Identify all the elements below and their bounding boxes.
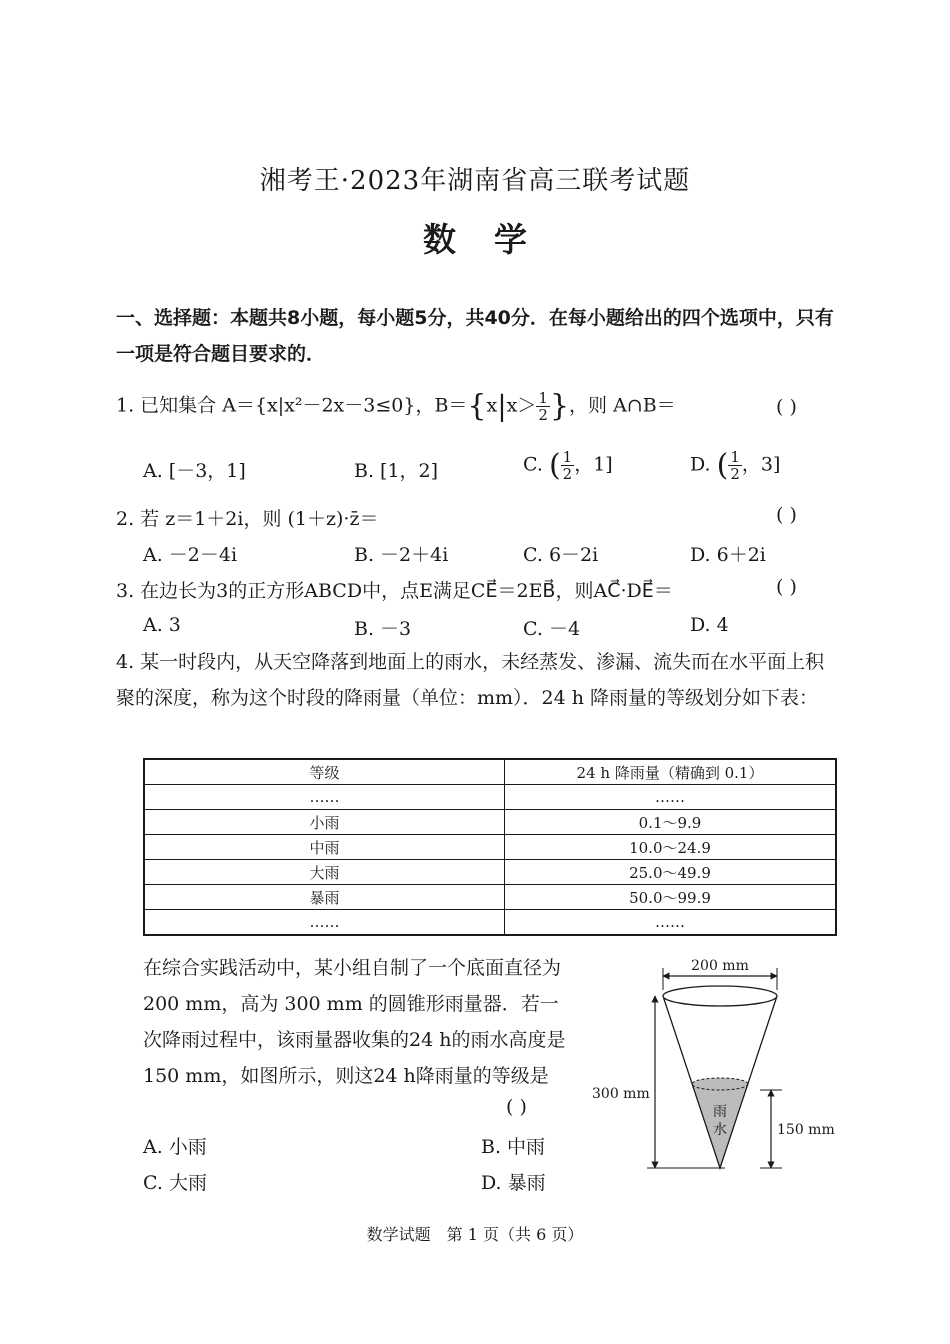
table-cell: …… bbox=[144, 785, 505, 810]
height-label: 300 mm bbox=[592, 1086, 650, 1102]
q1-set-b-cond: x＞ bbox=[506, 394, 537, 417]
table-row bbox=[144, 910, 836, 936]
table-cell: 10.0～24.9 bbox=[505, 835, 837, 860]
cone-top-rim bbox=[663, 986, 777, 1006]
water-label-1: 雨 bbox=[713, 1104, 727, 1120]
q4-option-a: A. 小雨 bbox=[143, 1136, 207, 1158]
table-cell: …… bbox=[505, 910, 837, 936]
q1-option-b: B. [1，2] bbox=[354, 460, 439, 482]
table-cell: …… bbox=[144, 910, 505, 936]
question-3-stem: 3. 在边长为3的正方形ABCD中，点E满足CE⃗＝2EB⃗，则AC⃗·DE⃗＝ bbox=[116, 580, 673, 602]
q1-fraction: $\frac{1}{2}$ bbox=[538, 389, 548, 424]
table-cell: 0.1～9.9 bbox=[505, 810, 837, 835]
q3-option-c: C. －4 bbox=[523, 618, 581, 640]
rain-gauge-figure bbox=[585, 950, 845, 1180]
table-cell: 暴雨 bbox=[144, 885, 505, 910]
table-header-row bbox=[144, 759, 836, 785]
q2-option-a: A. －2－4i bbox=[143, 544, 238, 566]
water-height-label: 150 mm bbox=[777, 1122, 835, 1138]
table-header-cell: 等级 bbox=[144, 759, 505, 785]
question-1-stem: 1. 已知集合 A＝{x|x²－2x－3≤0}，B＝{x|x＞ $\frac{1}{2}$ }，则 A∩B＝ bbox=[116, 388, 676, 424]
q1-option-d: D. ( $\frac{1}{2}$ ，3] bbox=[690, 448, 781, 483]
table-cell: …… bbox=[505, 785, 837, 810]
q3-option-b: B. －3 bbox=[354, 618, 412, 640]
exam-title: 湘考王·2023年湖南省高三联考试题 bbox=[259, 166, 691, 196]
table-cell: 小雨 bbox=[144, 810, 505, 835]
table-row bbox=[144, 835, 836, 860]
q2-option-c: C. 6－2i bbox=[523, 544, 599, 566]
rainfall-table bbox=[143, 758, 837, 936]
water-surface bbox=[692, 1078, 748, 1090]
q2-option-d: D. 6＋2i bbox=[690, 544, 766, 566]
table-row bbox=[144, 785, 836, 810]
table-row bbox=[144, 885, 836, 910]
q3-option-a: A. 3 bbox=[143, 614, 181, 636]
q1-set-b-var: x bbox=[486, 394, 498, 417]
question-4-body: 在综合实践活动中，某小组自制了一个底面直径为 200 mm，高为 300 mm 的圆锥形雨量器．若一次降雨过程中，该雨量器收集的24 h的雨水高度是150 mm，如图所示，则这24 h降雨量的等级是 bbox=[143, 957, 566, 1087]
page-footer: 数学试题 第 1 页（共 6 页） bbox=[366, 1225, 584, 1244]
table-header-cell: 24 h 降雨量（精确到 0.1） bbox=[505, 759, 837, 785]
table-cell: 大雨 bbox=[144, 860, 505, 885]
q4-option-b: B. 中雨 bbox=[481, 1136, 546, 1158]
q3-option-d: D. 4 bbox=[690, 614, 729, 636]
q2-answer-blank: ( ) bbox=[776, 504, 797, 526]
q2-option-b: B. －2＋4i bbox=[354, 544, 449, 566]
q4-option-c: C. 大雨 bbox=[143, 1172, 207, 1194]
q4-option-d: D. 暴雨 bbox=[481, 1172, 546, 1194]
diameter-label: 200 mm bbox=[691, 958, 749, 974]
table-cell: 中雨 bbox=[144, 835, 505, 860]
subject-title: 数学 bbox=[423, 220, 565, 259]
question-2-stem: 2. 若 z＝1＋2i，则 (1＋z)·z̄＝ bbox=[116, 508, 379, 530]
question-4-intro: 4. 某一时段内，从天空降落到地面上的雨水，未经蒸发、渗漏、流失而在水平面上积聚的深度，称为这个时段的降雨量（单位：mm）．24 h 降雨量的等级划分如下表： bbox=[116, 651, 825, 709]
q1-stem-part-a: 1. 已知集合 A＝{x|x²－2x－3≤0}，B＝ bbox=[116, 394, 468, 417]
section-heading: 一、选择题：本题共8小题，每小题5分，共40分．在每小题给出的四个选项中，只有一项是符合题目要求的． bbox=[116, 307, 834, 365]
q1-stem-part-b: ，则 A∩B＝ bbox=[569, 394, 676, 417]
q1-option-c: C. ( $\frac{1}{2}$ ，1] bbox=[523, 448, 613, 483]
q1-answer-blank: ( ) bbox=[776, 396, 797, 418]
table-row bbox=[144, 810, 836, 835]
table-row bbox=[144, 860, 836, 885]
q3-answer-blank: ( ) bbox=[776, 576, 797, 598]
table-cell: 25.0～49.9 bbox=[505, 860, 837, 885]
q4-answer-blank: ( ) bbox=[506, 1096, 527, 1118]
q1-option-a: A. [－3，1] bbox=[143, 460, 246, 482]
water-label-2: 水 bbox=[713, 1122, 727, 1138]
table-cell: 50.0～99.9 bbox=[505, 885, 837, 910]
